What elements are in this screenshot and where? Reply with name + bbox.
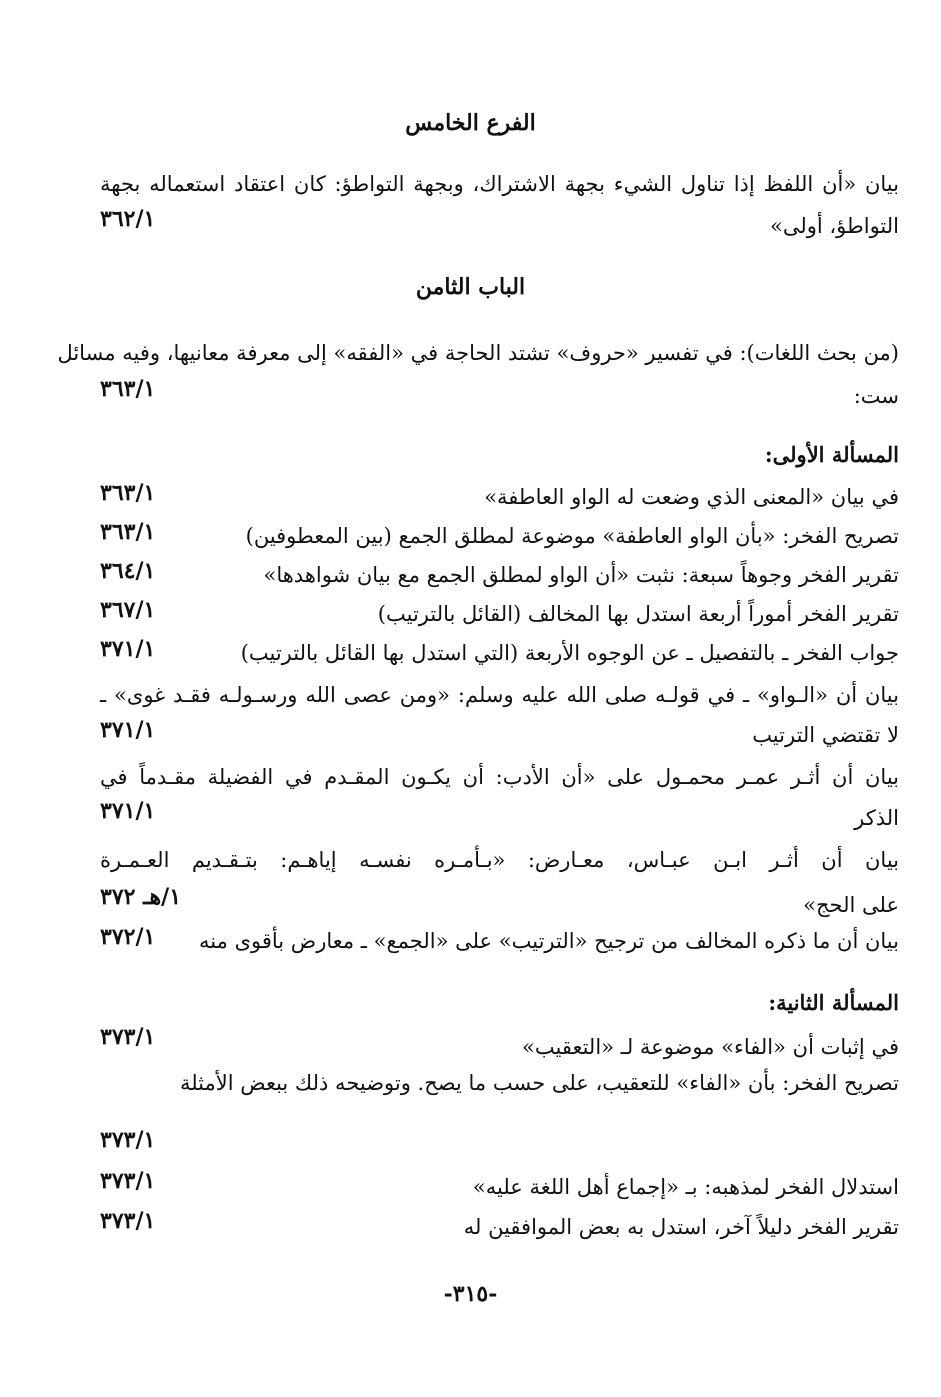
entry-text-line1: بيان أن أثـر ابـن عبـاس، معـارض: «بـأمـره نفسـه إياهـم: بتـقـديم العـمـرة: [100, 848, 899, 872]
page-reference: ٣٧٣/١: [100, 1024, 156, 1050]
page-reference: ١/هـ ٣٧٢: [100, 884, 182, 910]
page-number: -٣١٥-: [443, 1281, 498, 1307]
entry-text: تقرير الفخر وجوهاً سبعة: نثبت «أن الواو لمطلق الجمع مع بيان شواهدها»: [263, 563, 899, 587]
page-reference: ٣٧٢/١: [100, 924, 156, 950]
chapter-text-line1: (من بحث اللغات): في تفسير «حروف» تشتد الحاجة في «الفقه» إلى معرفة معانيها، وفيه مسائل: [57, 341, 899, 365]
branch-title: الفرع الخامس: [405, 110, 536, 136]
entry-text-line2: على الحج»: [803, 893, 899, 917]
entry-text: بيان أن ما ذكره المخالف من ترجيح «الترتيب» على «الجمع» ـ معارض بأقوى منه: [199, 929, 899, 953]
entry-text-line1: بيان أن «الـواو» ـ في قولـه صلى الله عليه وسلم: «ومن عصى الله ورسـولـه فقـد غوى» ـ: [100, 683, 899, 707]
issue-title: المسألة الثانية:: [768, 990, 899, 1015]
branch-text-line2: التواطؤ، أولى»: [770, 214, 899, 238]
page-reference: ٣٦٢/١: [100, 206, 156, 232]
page-reference: ٣٧١/١: [100, 798, 156, 824]
page-reference: ٣٦٤/١: [100, 558, 156, 584]
entry-text: تقرير الفخر دليلاً آخر، استدل به بعض الموافقين له: [463, 1215, 899, 1239]
entry-text-line2: لا تقتضي الترتيب: [752, 723, 899, 747]
chapter-text-line2: ست:: [853, 384, 899, 408]
page-reference: ٣٧٣/١: [100, 1208, 156, 1234]
entry-text: تصريح الفخر: «بأن الواو العاطفة» موضوعة لمطلق الجمع (بين المعطوفين): [245, 524, 899, 548]
entry-text: تصريح الفخر: بأن «الفاء» للتعقيب، على حسب ما يصح. وتوضيحه ذلك ببعض الأمثلة: [179, 1071, 899, 1095]
chapter-title: الباب الثامن: [415, 274, 526, 300]
entry-text: تقرير الفخر أموراً أربعة استدل بها المخالف (القائل بالترتيب): [377, 602, 899, 626]
page-reference: ٣٦٣/١: [100, 519, 156, 545]
entry-text-line1: بيان أن أثـر عمـر محمـول على «أن الأدب: أن يكـون المقـدم في الفضيلة مقـدماً في: [100, 765, 899, 789]
issue-title: المسألة الأولى:: [764, 442, 899, 467]
page-reference: ٣٧١/١: [100, 636, 156, 662]
page-reference: ٣٧١/١: [100, 717, 156, 743]
page-reference: ٣٦٣/١: [100, 376, 156, 402]
entry-text: في إثبات أن «الفاء» موضوعة لـ «التعقيب»: [522, 1035, 899, 1059]
page-reference: ٣٧٣/١: [100, 1168, 156, 1194]
entry-text: جواب الفخر ـ بالتفصيل ـ عن الوجوه الأربعة (التي استدل بها القائل بالترتيب): [240, 641, 899, 665]
entry-text: في بيان «المعنى الذي وضعت له الواو العاطفة»: [484, 485, 899, 509]
page-reference: ٣٦٣/١: [100, 480, 156, 506]
entry-text-line2: الذكر: [854, 806, 899, 830]
page-reference: ٣٧٣/١: [100, 1127, 156, 1153]
branch-text-line1: بيان «أن اللفظ إذا تناول الشيء بجهة الاشتراك، وبجهة التواطؤ: كان اعتقاد استعماله بجهة: [100, 172, 899, 196]
page-reference: ٣٦٧/١: [100, 597, 156, 623]
entry-text: استدلال الفخر لمذهبه: بـ «إجماع أهل اللغة عليه»: [472, 1175, 899, 1199]
